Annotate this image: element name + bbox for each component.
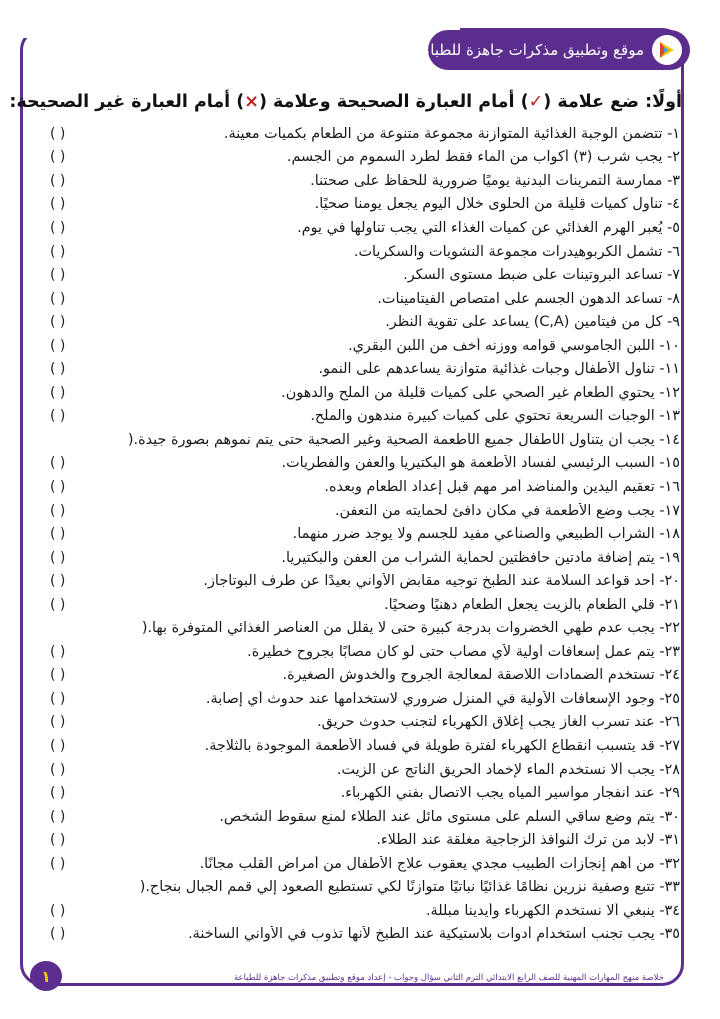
answer-box[interactable]: ( ) [50, 667, 66, 684]
list-item [40, 758, 680, 782]
question-text: ٣- ممارسة التمرينات البدنية يوميًا ضرورية للحفاظ على صحتنا. [310, 172, 680, 189]
answer-box[interactable]: ( ) [50, 408, 66, 425]
list-item [40, 711, 680, 735]
question-text: ١٨- الشراب الطبيعي والصناعي مفيد للجسم ولا يوجد ضرر منهما. [292, 526, 680, 543]
list-item [40, 616, 680, 640]
question-text: ٧- تساعد البروتينات على ضبط مستوى السكر. [403, 267, 680, 284]
question-text: ٤- تناول كميات قليلة من الحلوى خلال اليوم يجعل يومنا صحيًا. [314, 196, 680, 213]
cross-mark-icon: × [244, 92, 259, 112]
list-item [40, 428, 680, 452]
answer-box[interactable]: ( ) [50, 314, 66, 331]
answer-box[interactable]: ( ) [50, 478, 66, 495]
list-item [40, 287, 680, 311]
heading-middle: ) أمام العبارة الصحيحة وعلامة ( [258, 92, 529, 112]
list-item [40, 146, 680, 170]
question-text: ٢٤- تستخدم الضمادات اللاصقة لمعالجة الجروح والخدوش الصغيرة. [282, 667, 680, 684]
heading-suffix: ) أمام العبارة غير الصحيحة: [9, 92, 245, 112]
answer-box[interactable]: ( ) [50, 290, 66, 307]
header-title: موقع وتطبيق مذكرات جاهزة للطباعة [413, 41, 644, 59]
question-text: ١٦- تعقيم اليدين والمناضد أمر مهم قبل إعداد الطعام وبعده. [324, 478, 680, 495]
question-text: ٢٣- يتم عمل إسعافات أولية لأي مصاب حتى لو كان مصابًا بجروح خطيرة. [247, 643, 680, 660]
question-text: ٥- يُعبر الهرم الغذائي عن كميات الغذاء التي يجب تناولها في يوم. [297, 219, 680, 236]
questions-list [40, 122, 680, 946]
question-text: ١٣- الوجبات السريعة تحتوي على كميات كبيرة مندهون والملح. [310, 408, 680, 425]
page-footer [30, 961, 680, 989]
question-text: ١- تتضمن الوجبة الغذائية المتوازنة مجموعة متنوعة من الطعام بكميات معينة. [223, 125, 680, 142]
list-item [40, 828, 680, 852]
question-text: ٢٠- أحد قواعد السلامة عند الطبخ توجيه مقابض الأواني بعيدًا عن طرف البوتاجاز. [203, 573, 680, 590]
list-item [40, 734, 680, 758]
answer-box[interactable]: ( ) [50, 926, 66, 943]
question-text: ٩- كل من فيتامين (C,A) يساعد على تقوية النظر. [385, 314, 680, 331]
question-text: ٢٦- عند تسرب الغاز يجب إغلاق الكهرباء لتجنب حدوث حريق. [317, 714, 680, 731]
heading-prefix: أولًا: ضع علامة ( [543, 92, 682, 112]
list-item [40, 781, 680, 805]
list-item [40, 569, 680, 593]
question-text: ١١- تناول الأطفال وجبات غذائية متوازنة يساعدهم على النمو. [318, 361, 680, 378]
section-heading [9, 92, 682, 112]
answer-box[interactable]: ( ) [50, 384, 66, 401]
question-text: ١٥- السبب الرئيسي لفساد الأطعمة هو البكتيريا والعفن والفطريات. [281, 455, 680, 472]
question-text: ٣٢- من أهم إنجازات الطبيب مجدي يعقوب علاج الأطفال من أمراض القلب مجانًا. [199, 855, 680, 872]
list-item [40, 169, 680, 193]
check-mark-icon: ✓ [528, 92, 544, 112]
list-item [40, 499, 680, 523]
answer-box[interactable]: ( ) [50, 855, 66, 872]
question-text: ٢٧- قد يتسبب انقطاع الكهرباء لفترة طويلة في فساد الأطعمة الموجودة بالثلاجة. [204, 737, 680, 754]
list-item [40, 193, 680, 217]
list-item [40, 122, 680, 146]
answer-box[interactable]: ( ) [50, 267, 66, 284]
list-item [40, 664, 680, 688]
answer-box[interactable]: ( ) [50, 902, 66, 919]
app-logo-icon [652, 35, 682, 65]
answer-box[interactable]: ( ) [50, 125, 66, 142]
question-text: ١٩- يتم إضافة مادتين حافظتين لحماية الشراب من العفن والبكتيريا. [281, 549, 680, 566]
answer-box[interactable]: ( ) [50, 690, 66, 707]
question-text: ١٢- يحتوي الطعام غير الصحي على كميات قليلة من الملح والدهون. [281, 384, 680, 401]
question-text: ٨- تساعد الدهون الجسم على امتصاص الفيتامينات. [377, 290, 680, 307]
answer-box[interactable]: ( ) [50, 785, 66, 802]
list-item [40, 923, 680, 947]
answer-box[interactable]: ( ) [50, 808, 66, 825]
answer-box[interactable]: ( ) [50, 526, 66, 543]
list-item [40, 593, 680, 617]
list-item [40, 852, 680, 876]
question-text: ٢٨- يجب ألا نستخدم الماء لإخماد الحريق الناتج عن الزيت. [336, 761, 680, 778]
frame-gap [20, 28, 460, 38]
answer-box[interactable]: ( ) [50, 196, 66, 213]
question-text: ٢١- قلي الطعام بالزيت يجعل الطعام دهنيًا وصحيًا. [384, 596, 680, 613]
question-text: ٢- يجب شرب (٣) أكواب من الماء فقط لطرد السموم من الجسم. [286, 149, 680, 166]
list-item [40, 640, 680, 664]
list-item [40, 216, 680, 240]
header-banner [413, 30, 690, 70]
answer-box[interactable]: ( ) [50, 737, 66, 754]
question-text: ١٠- اللبن الجاموسي قوامه ووزنه أخف من اللبن البقري. [348, 337, 680, 354]
answer-box[interactable]: ( ) [50, 596, 66, 613]
answer-box[interactable]: ( ) [50, 643, 66, 660]
answer-box[interactable]: ( ) [50, 243, 66, 260]
answer-box[interactable]: ( ) [50, 455, 66, 472]
answer-box[interactable]: ( ) [50, 149, 66, 166]
question-text: ٣٤- ينبغي ألا نستخدم الكهرباء وأيدينا مبللة. [425, 902, 680, 919]
list-item [40, 452, 680, 476]
list-item [40, 546, 680, 570]
answer-box[interactable]: ( ) [50, 361, 66, 378]
page-number: ١ [41, 966, 51, 986]
answer-box[interactable]: ( ) [50, 573, 66, 590]
question-text: ٣٣- تتبع وصفية نزرين نظامًا غذائيًا نباتيًا متوازنًا لكي تستطيع الصعود إلي قمم الجبال بنجاح.( [139, 879, 680, 896]
list-item [40, 381, 680, 405]
answer-box[interactable]: ( ) [50, 714, 66, 731]
list-item [40, 357, 680, 381]
answer-box[interactable]: ( ) [50, 761, 66, 778]
list-item [40, 334, 680, 358]
answer-box[interactable]: ( ) [50, 832, 66, 849]
list-item [40, 405, 680, 429]
question-text: ٦- تشمل الكربوهيدرات مجموعة النشويات والسكريات. [353, 243, 680, 260]
question-text: ٢٥- وجود الإسعافات الأولية في المنزل ضروري لاستخدامها عند حدوث أي إصابة. [205, 690, 680, 707]
list-item [40, 240, 680, 264]
page-number-badge [30, 961, 62, 991]
list-item [40, 475, 680, 499]
question-text: ٣٠- يتم وضع ساقي السلم على مستوى مائل عند الطلاء لمنع سقوط الشخص. [219, 808, 680, 825]
answer-box[interactable]: ( ) [50, 502, 66, 519]
list-item [40, 263, 680, 287]
answer-box[interactable]: ( ) [50, 337, 66, 354]
list-item [40, 522, 680, 546]
question-text: ٢٢- يجب عدم طهي الخضروات بدرجة كبيرة حتى لا يقلل من العناصر الغذائي المتوفرة بها.( [141, 620, 680, 637]
list-item [40, 876, 680, 900]
list-item [40, 805, 680, 829]
question-text: ١٤- يجب أن يتناول الأطفال جميع الأطعمة الصحية وغير الصحية حتى يتم نموهم بصورة جيدة.( [127, 431, 680, 448]
footer-text: خلاصة منهج المهارات المهنية للصف الرابع الابتدائي الترم الثاني سؤال وجواب - إعداد موقع وتطبيق مذكرات جاهزة للطباعة [234, 973, 664, 983]
question-text: ١٧- يجب وضع الأطعمة في مكان دافئ لحمايته من التعفن. [334, 502, 680, 519]
list-item [40, 899, 680, 923]
question-text: ٣٥- يجب تجنب استخدام أدوات بلاستيكية عند الطبخ لأنها تذوب في الأواني الساخنة. [188, 926, 680, 943]
list-item [40, 310, 680, 334]
answer-box[interactable]: ( ) [50, 549, 66, 566]
answer-box[interactable]: ( ) [50, 219, 66, 236]
list-item [40, 687, 680, 711]
answer-box[interactable]: ( ) [50, 172, 66, 189]
question-text: ٣١- لابد من ترك النوافذ الزجاجية مغلقة عند الطلاء. [376, 832, 680, 849]
question-text: ٢٩- عند انفجار مواسير المياه يجب الاتصال بفني الكهرباء. [340, 785, 680, 802]
